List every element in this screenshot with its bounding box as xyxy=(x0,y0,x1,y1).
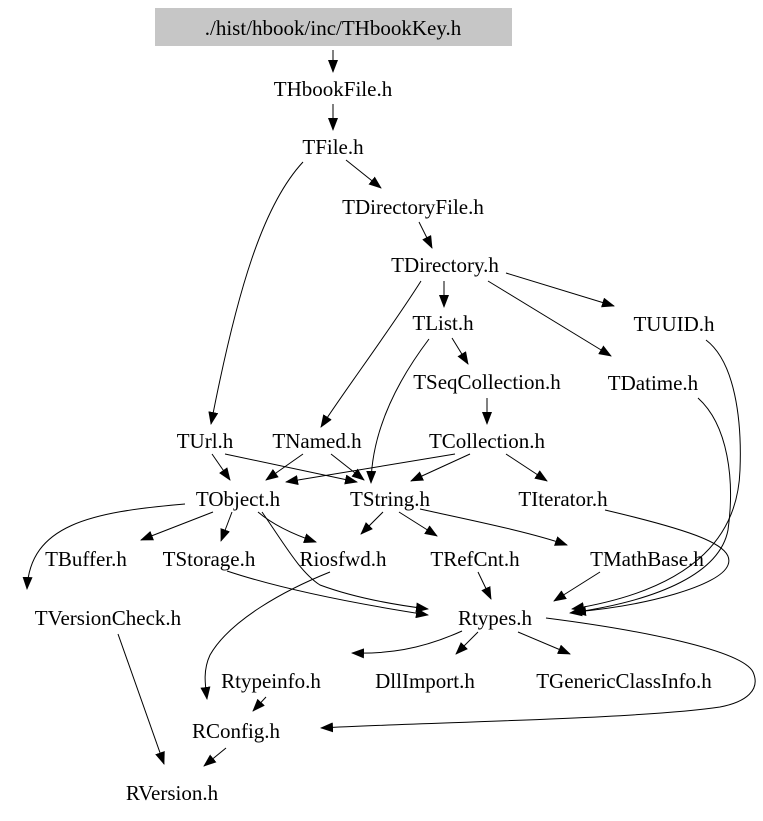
edge-TObject-to-Riosfwd xyxy=(258,512,316,542)
node-TFile[interactable]: TFile.h xyxy=(302,135,364,159)
edges-layer xyxy=(27,50,755,766)
node-TNamed[interactable]: TNamed.h xyxy=(272,429,362,453)
edge-TRefCnt-to-Rtypes xyxy=(478,572,491,599)
node-TStorage[interactable]: TStorage.h xyxy=(162,547,256,571)
node-TDatime[interactable]: TDatime.h xyxy=(607,371,699,395)
node-TDirectoryFile[interactable]: TDirectoryFile.h xyxy=(342,195,484,219)
edge-TDirectoryFile-to-TDirectory xyxy=(419,222,432,248)
edge-TString-to-TMathBase xyxy=(420,509,567,545)
nodes-layer xyxy=(35,8,715,805)
edge-TString-to-Riosfwd xyxy=(361,512,383,534)
edge-TDirectory-to-TDatime xyxy=(488,281,611,356)
edge-Rtypeinfo-to-RConfig xyxy=(253,697,266,711)
edge-TObject-to-TBuffer xyxy=(141,512,213,540)
node-TList[interactable]: TList.h xyxy=(412,311,474,335)
edge-Rtypes-to-TGenericClassInfo xyxy=(518,632,570,654)
node-TUUID[interactable]: TUUID.h xyxy=(633,312,715,336)
node-RVersion[interactable]: RVersion.h xyxy=(125,781,219,805)
node-TVersionCheck[interactable]: TVersionCheck.h xyxy=(34,606,182,630)
node-TDirectory[interactable]: TDirectory.h xyxy=(391,253,499,277)
edge-TCollection-to-TObject xyxy=(286,454,455,482)
edge-TCollection-to-TIterator xyxy=(506,454,547,481)
edge-TObject-to-TStorage xyxy=(221,512,232,541)
edge-Rtypes-to-Rtypeinfo xyxy=(352,631,462,653)
node-TGenericClassInfo[interactable]: TGenericClassInfo.h xyxy=(536,669,712,693)
node-TUrl[interactable]: TUrl.h xyxy=(176,429,234,453)
edge-TCollection-to-TString xyxy=(411,454,470,481)
node-Riosfwd[interactable]: Riosfwd.h xyxy=(299,547,387,571)
node-Rtypeinfo[interactable]: Rtypeinfo.h xyxy=(221,669,321,693)
edge-RConfig-to-RVersion xyxy=(204,748,226,766)
node-TSeqCollection[interactable]: TSeqCollection.h xyxy=(413,370,561,394)
edge-TString-to-TRefCnt xyxy=(399,512,437,536)
edge-TFile-to-TDirectoryFile xyxy=(346,160,381,188)
edge-TDirectory-to-TUUID xyxy=(506,273,614,306)
edge-TVersionCheck-to-RVersion xyxy=(118,634,164,764)
node-TCollection[interactable]: TCollection.h xyxy=(428,429,546,453)
node-RConfig[interactable]: RConfig.h xyxy=(191,719,281,743)
edge-TNamed-to-TString xyxy=(331,454,364,480)
edge-Rtypes-to-DllImport xyxy=(456,632,478,654)
edge-TMathBase-to-Rtypes xyxy=(554,572,600,601)
node-TBuffer[interactable]: TBuffer.h xyxy=(45,547,127,571)
edge-TDirectory-to-TNamed xyxy=(321,281,421,427)
edge-TFile-to-TUrl xyxy=(211,162,303,424)
node-TString[interactable]: TString.h xyxy=(350,487,430,511)
edge-TList-to-TString xyxy=(371,339,429,483)
edge-TUrl-to-TString xyxy=(225,454,357,482)
node-DllImport[interactable]: DllImport.h xyxy=(375,669,475,693)
edge-TNamed-to-TObject xyxy=(266,454,303,480)
edge-TList-to-TSeqCollection xyxy=(452,338,468,364)
edge-TUrl-to-TObject xyxy=(212,454,230,480)
node-TObject[interactable]: TObject.h xyxy=(195,487,281,511)
node-TIterator[interactable]: TIterator.h xyxy=(518,487,608,511)
node-TRefCnt[interactable]: TRefCnt.h xyxy=(430,547,520,571)
node-Rtypes[interactable]: Rtypes.h xyxy=(457,606,533,630)
edge-TStorage-to-Rtypes xyxy=(227,571,428,615)
node-THbookKey: ./hist/hbook/inc/THbookKey.h xyxy=(204,16,462,40)
node-TMathBase[interactable]: TMathBase.h xyxy=(590,547,704,571)
node-THbookFile[interactable]: THbookFile.h xyxy=(273,77,393,101)
